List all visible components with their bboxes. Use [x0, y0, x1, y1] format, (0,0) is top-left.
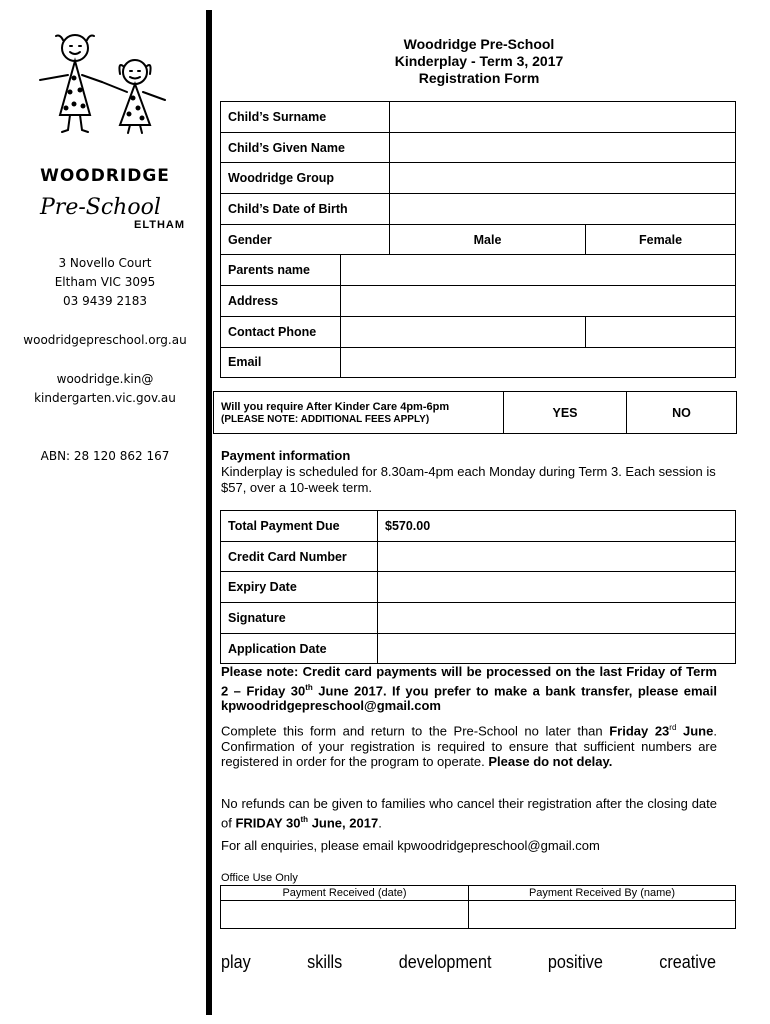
email-line1[interactable]: woodridge.kin@: [56, 372, 154, 386]
note2-bold3: Please do not delay.: [488, 754, 613, 770]
expiry-label: Expiry Date: [221, 572, 378, 603]
email-field[interactable]: [341, 347, 736, 378]
office-name-field[interactable]: [469, 901, 736, 929]
table-row: [221, 347, 736, 378]
credit-card-label: Credit Card Number: [221, 541, 378, 572]
kinder-care-question: [214, 392, 504, 434]
vertical-divider: [206, 10, 212, 1015]
kinder-care-note: (PLEASE NOTE: ADDITIONAL FEES APPLY): [221, 413, 430, 425]
parents-field[interactable]: [341, 255, 736, 286]
kinder-care-yes-option[interactable]: YES: [504, 392, 627, 434]
header-line3: Registration Form: [418, 70, 540, 86]
return-form-note: [221, 720, 717, 770]
office-col-name: Payment Received By (name): [469, 886, 736, 901]
application-date-label: Application Date: [221, 633, 378, 664]
footer-word-positive: positive: [547, 952, 603, 972]
email-label: Email: [221, 347, 341, 378]
brand-script: Pre-School: [40, 195, 161, 220]
office-col-date: Payment Received (date): [221, 886, 469, 901]
table-row: [221, 163, 736, 194]
table-row: [221, 194, 736, 225]
office-use-label: Office Use Only: [221, 872, 298, 884]
given-name-label: Child’s Given Name: [221, 132, 390, 163]
table-row: [221, 316, 736, 347]
email-line2[interactable]: kindergarten.vic.gov.au: [34, 391, 176, 405]
office-date-field[interactable]: [221, 901, 469, 929]
payment-table: [220, 510, 736, 664]
table-row: [221, 132, 736, 163]
note1-sup: th: [305, 682, 313, 692]
sidebar: [0, 0, 205, 1024]
gender-female-option[interactable]: Female: [586, 224, 736, 255]
children-drawing-logo: [30, 30, 180, 135]
brand-suburb: ELTHAM: [134, 219, 186, 231]
table-row: [221, 541, 736, 572]
note3-sup: th: [300, 814, 309, 824]
footer-word-development: development: [398, 952, 492, 972]
table-row: [221, 511, 736, 542]
address-label: Address: [221, 286, 341, 317]
website-link[interactable]: woodridgepreschool.org.au: [23, 333, 187, 347]
parents-label: Parents name: [221, 255, 341, 286]
credit-card-note: [221, 664, 717, 714]
brand-name: WOODRIDGE: [40, 166, 170, 186]
total-payment-label: Total Payment Due: [221, 511, 378, 542]
kinder-care-no-option[interactable]: NO: [627, 392, 737, 434]
form-header: [222, 36, 736, 87]
table-row: [221, 633, 736, 664]
note1-part1: Please note: Credit card payments will be processed on the last Friday of Term 2 – Friday 30: [221, 664, 717, 698]
gender-label: Gender: [221, 224, 390, 255]
phone-number: 03 9439 2183: [63, 294, 147, 308]
signature-label: Signature: [221, 603, 378, 634]
address-field[interactable]: [341, 286, 736, 317]
office-use-table: [220, 885, 736, 929]
total-payment-value: $570.00: [378, 511, 736, 542]
table-row: [221, 224, 736, 255]
kinder-care-question-text: Will you require After Kinder Care 4pm-6pm: [221, 400, 450, 413]
given-name-field[interactable]: [390, 132, 736, 163]
note3-bold1: FRIDAY 30: [235, 814, 301, 830]
table-row: [221, 572, 736, 603]
table-row: [221, 255, 736, 286]
table-row: [221, 286, 736, 317]
expiry-field[interactable]: [378, 572, 736, 603]
surname-label: Child’s Surname: [221, 102, 390, 133]
payment-info: [221, 448, 721, 496]
child-details-table: [220, 101, 736, 378]
table-row: [221, 603, 736, 634]
application-date-field[interactable]: [378, 633, 736, 664]
credit-card-field[interactable]: [378, 541, 736, 572]
header-line1: Woodridge Pre-School: [403, 36, 555, 52]
note3-bold2: June, 2017: [308, 814, 379, 830]
abn: ABN: 28 120 862 167: [40, 449, 170, 463]
address-line2: Eltham VIC 3095: [54, 275, 156, 289]
table-row: [221, 102, 736, 133]
footer-values: [221, 952, 716, 973]
footer-word-creative: creative: [659, 952, 716, 972]
note3-end: .: [378, 814, 382, 830]
payment-info-text: Kinderplay is scheduled for 8.30am-4pm each Monday during Term 3. Each session is $57, over a 10-week term.: [221, 464, 716, 495]
table-row: [221, 886, 736, 901]
contact-phone-label: Contact Phone: [221, 316, 341, 347]
note2-part1: Complete this form and return to the Pre-School no later than: [221, 723, 610, 739]
header-line2: Kinderplay - Term 3, 2017: [394, 53, 564, 69]
contact-phone-field-1[interactable]: [341, 316, 586, 347]
group-label: Woodridge Group: [221, 163, 390, 194]
signature-field[interactable]: [378, 603, 736, 634]
footer-word-skills: skills: [307, 952, 343, 972]
surname-field[interactable]: [390, 102, 736, 133]
dob-field[interactable]: [390, 194, 736, 225]
refund-note: [221, 796, 717, 830]
gender-male-option[interactable]: Male: [390, 224, 586, 255]
table-row: [221, 901, 736, 929]
note2-bold1: Friday 23: [609, 723, 670, 739]
kinder-care-table: [213, 391, 737, 434]
contact-phone-field-2[interactable]: [586, 316, 736, 347]
address-line1: 3 Novello Court: [58, 256, 152, 270]
group-field[interactable]: [390, 163, 736, 194]
enquiries-note: For all enquiries, please email kpwoodridgepreschool@gmail.com: [221, 838, 600, 853]
note2-bold2: June: [683, 723, 714, 739]
dob-label: Child’s Date of Birth: [221, 194, 390, 225]
table-row: [214, 392, 737, 434]
payment-info-heading: Payment information: [221, 448, 351, 463]
footer-word-play: play: [221, 952, 251, 972]
note2-part2: . Confirmation of your registration is required to ensure that sufficient numbers are registered in order for the program to operate.: [221, 723, 717, 770]
note2-sup: rd: [669, 723, 677, 732]
note3-part1: No refunds can be given to families who cancel their registration after the closing date of: [221, 796, 717, 830]
note1-part2: June 2017. If you prefer to make a bank transfer, please email kpwoodridgepreschool@gmail.com: [221, 682, 717, 714]
